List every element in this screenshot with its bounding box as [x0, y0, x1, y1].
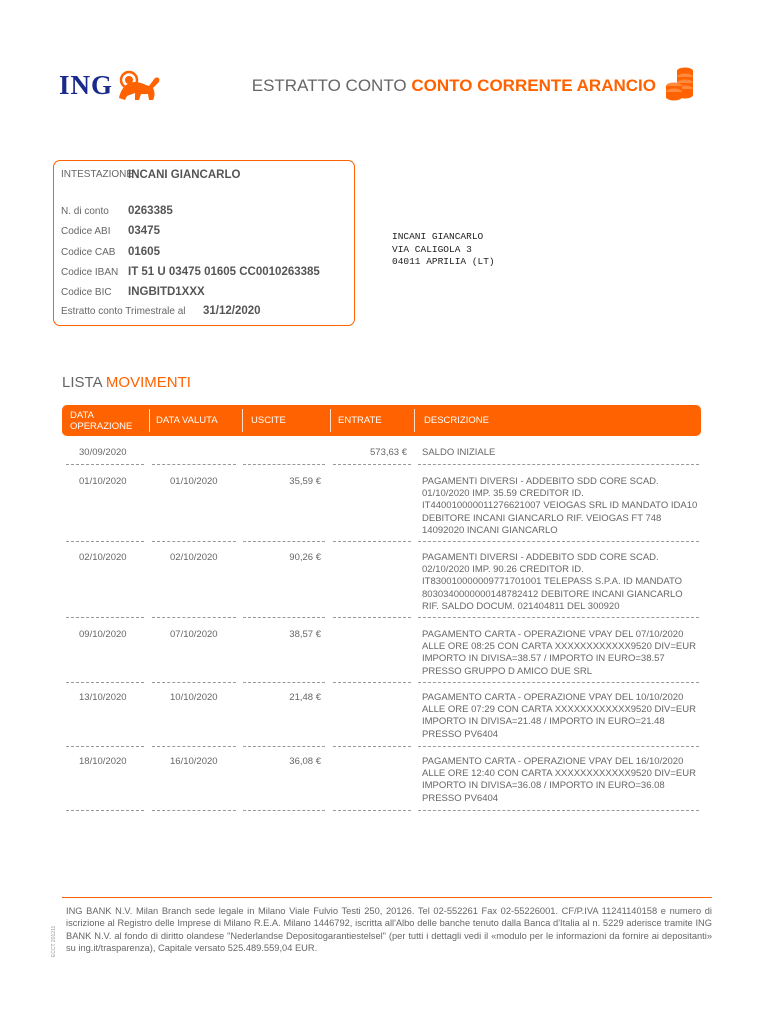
row-separator — [66, 541, 144, 542]
column-inflows: ENTRATE — [338, 415, 382, 426]
abi-label: Codice ABI — [61, 226, 111, 237]
row-separator — [243, 617, 325, 618]
description: PAGAMENTI DIVERSI - ADDEBITO SDD CORE SCAD. 01/10/2020 IMP. 35.59 CREDITOR ID. IT440010000011276621007 VEIOGAS SRL ID MANDATO IDA10 DEBITORE INCANI GIANCARLO RIF. VEIOGAS FT 748 14092020 INCANI GIANCARLO — [422, 476, 698, 536]
abi-value: 03475 — [128, 225, 160, 237]
column-value-date: DATA VALUTA — [156, 415, 218, 426]
holder-label: INTESTAZIONE — [61, 169, 134, 180]
movements-title — [62, 374, 191, 391]
row-separator — [333, 541, 411, 542]
column-description: DESCRIZIONE — [424, 415, 489, 426]
outflow-amount: 21,48 € — [289, 692, 321, 703]
recipient-address — [392, 231, 495, 269]
account-number-value: 0263385 — [128, 205, 173, 217]
row-separator — [418, 746, 699, 747]
bic-label: Codice BIC — [61, 287, 112, 298]
bic-value: INGBITD1XXX — [128, 286, 205, 298]
column-outflows: USCITE — [251, 415, 286, 426]
movements-title-prefix: LISTA — [62, 374, 102, 391]
legal-footer: ING BANK N.V. Milan Branch sede legale in Milano Viale Fulvio Testi 250, 20126. Tel 02-552261 Fax 02-55226001. CF/P.IVA 11241140158 e numero di iscrizione al Registro delle Imprese di Milano R.E.A. Milano 1446792, iscritta all'Albo delle banche tenuto dalla Banca d'Italia al n. 5229 aderisce tramite ING BANK N.V. al fondo di diritto olandese "Nederlandse Depositogarantiestelsel" (per tutti i dettagli vedi il «modulo per le informazioni da fornire ai depositanti» su ing.it/trasparenza), Capitale versato 525.489.559,04 EUR. — [66, 906, 712, 954]
op-date: 13/10/2020 — [79, 692, 127, 703]
value-date: 02/10/2020 — [170, 552, 218, 563]
description: PAGAMENTO CARTA - OPERAZIONE VPAY DEL 16/10/2020 ALLE ORE 12:40 CON CARTA XXXXXXXXXXXX9520 DIV=EUR IMPORTO IN DIVISA=36.08 / IMPORTO IN EURO=36.08 PRESSO PV6404 — [422, 756, 696, 804]
row-separator — [243, 464, 325, 465]
statement-title-accent: CONTO CORRENTE ARANCIO — [411, 76, 656, 95]
row-separator — [152, 617, 236, 618]
row-separator — [333, 746, 411, 747]
row-separator — [66, 617, 144, 618]
row-separator — [333, 682, 411, 683]
outflow-amount: 38,57 € — [289, 629, 321, 640]
row-separator — [66, 746, 144, 747]
account-number-label: N. di conto — [61, 206, 109, 217]
row-separator — [418, 541, 699, 542]
statement-title-prefix: ESTRATTO CONTO — [251, 76, 407, 95]
description: PAGAMENTI DIVERSI - ADDEBITO SDD CORE SCAD. 02/10/2020 IMP. 90.26 CREDITOR ID. IT830010000009771701001 TELEPASS S.P.A. ID MANDATO 8030340000000148782412 DEBITORE INCANI GIANCARLO RIF. SALDO DOCUM. 021404811 DEL 300920 — [422, 552, 683, 612]
header-divider — [414, 409, 415, 432]
coins-icon — [665, 66, 697, 102]
row-separator — [243, 682, 325, 683]
ing-logo — [59, 68, 163, 102]
row-separator — [66, 464, 144, 465]
iban-value: IT 51 U 03475 01605 CC0010263385 — [128, 266, 320, 278]
inflow-amount: 573,63 € — [370, 447, 407, 458]
column-op-date-line2: OPERAZIONE — [70, 420, 133, 432]
row-separator — [418, 682, 699, 683]
outflow-amount: 90,26 € — [289, 552, 321, 563]
document-code: ECCT 201211 — [51, 925, 57, 957]
statement-title — [252, 76, 656, 96]
row-separator — [152, 810, 236, 811]
period-value: 31/12/2020 — [203, 305, 261, 317]
address-line: VIA CALIGOLA 3 — [392, 243, 472, 255]
column-op-date-line1: DATA — [70, 409, 94, 421]
cab-label: Codice CAB — [61, 247, 116, 258]
row-separator — [66, 810, 144, 811]
op-date: 30/09/2020 — [79, 447, 127, 458]
row-separator — [66, 682, 144, 683]
row-separator — [243, 810, 325, 811]
description: SALDO INIZIALE — [422, 447, 496, 458]
description: PAGAMENTO CARTA - OPERAZIONE VPAY DEL 07/10/2020 ALLE ORE 08:25 CON CARTA XXXXXXXXXXXX9520 DIV=EUR IMPORTO IN DIVISA=38.57 / IMPORTO IN EURO=38.57 PRESSO GRUPPO D AMICO DUE SRL — [422, 629, 696, 677]
address-line: INCANI GIANCARLO — [392, 231, 484, 242]
row-separator — [418, 810, 699, 811]
value-date: 10/10/2020 — [170, 692, 218, 703]
cab-value: 01605 — [128, 246, 160, 258]
outflow-amount: 36,08 € — [289, 756, 321, 767]
row-separator — [243, 541, 325, 542]
description: PAGAMENTO CARTA - OPERAZIONE VPAY DEL 10/10/2020 ALLE ORE 07:29 CON CARTA XXXXXXXXXXXX9520 DIV=EUR IMPORTO IN DIVISA=21.48 / IMPORTO IN EURO=21.48 PRESSO PV6404 — [422, 692, 696, 740]
op-date: 02/10/2020 — [79, 552, 127, 563]
row-separator — [152, 464, 236, 465]
row-separator — [333, 617, 411, 618]
movements-table-header — [62, 405, 701, 436]
address-line: 04011 APRILIA (LT) — [392, 256, 495, 267]
column-op-date — [70, 405, 148, 436]
lion-icon — [115, 68, 163, 102]
header-divider — [242, 409, 243, 432]
brand-name: ING — [59, 69, 114, 100]
row-separator — [243, 746, 325, 747]
account-info-box — [53, 160, 355, 326]
header-divider — [149, 409, 150, 432]
row-separator — [152, 746, 236, 747]
row-separator — [418, 464, 699, 465]
header-divider — [330, 409, 331, 432]
row-separator — [152, 541, 236, 542]
value-date: 16/10/2020 — [170, 756, 218, 767]
op-date: 18/10/2020 — [79, 756, 127, 767]
value-date: 01/10/2020 — [170, 476, 218, 487]
footer-divider — [62, 897, 712, 898]
op-date: 09/10/2020 — [79, 629, 127, 640]
row-separator — [333, 810, 411, 811]
movements-title-accent: MOVIMENTI — [105, 374, 191, 391]
op-date: 01/10/2020 — [79, 476, 127, 487]
row-separator — [333, 464, 411, 465]
holder-value: INCANI GIANCARLO — [128, 169, 241, 181]
iban-label: Codice IBAN — [61, 267, 119, 278]
row-separator — [418, 617, 699, 618]
outflow-amount: 35,59 € — [289, 476, 321, 487]
value-date: 07/10/2020 — [170, 629, 218, 640]
row-separator — [152, 682, 236, 683]
period-label: Estratto conto Trimestrale al — [61, 306, 186, 317]
